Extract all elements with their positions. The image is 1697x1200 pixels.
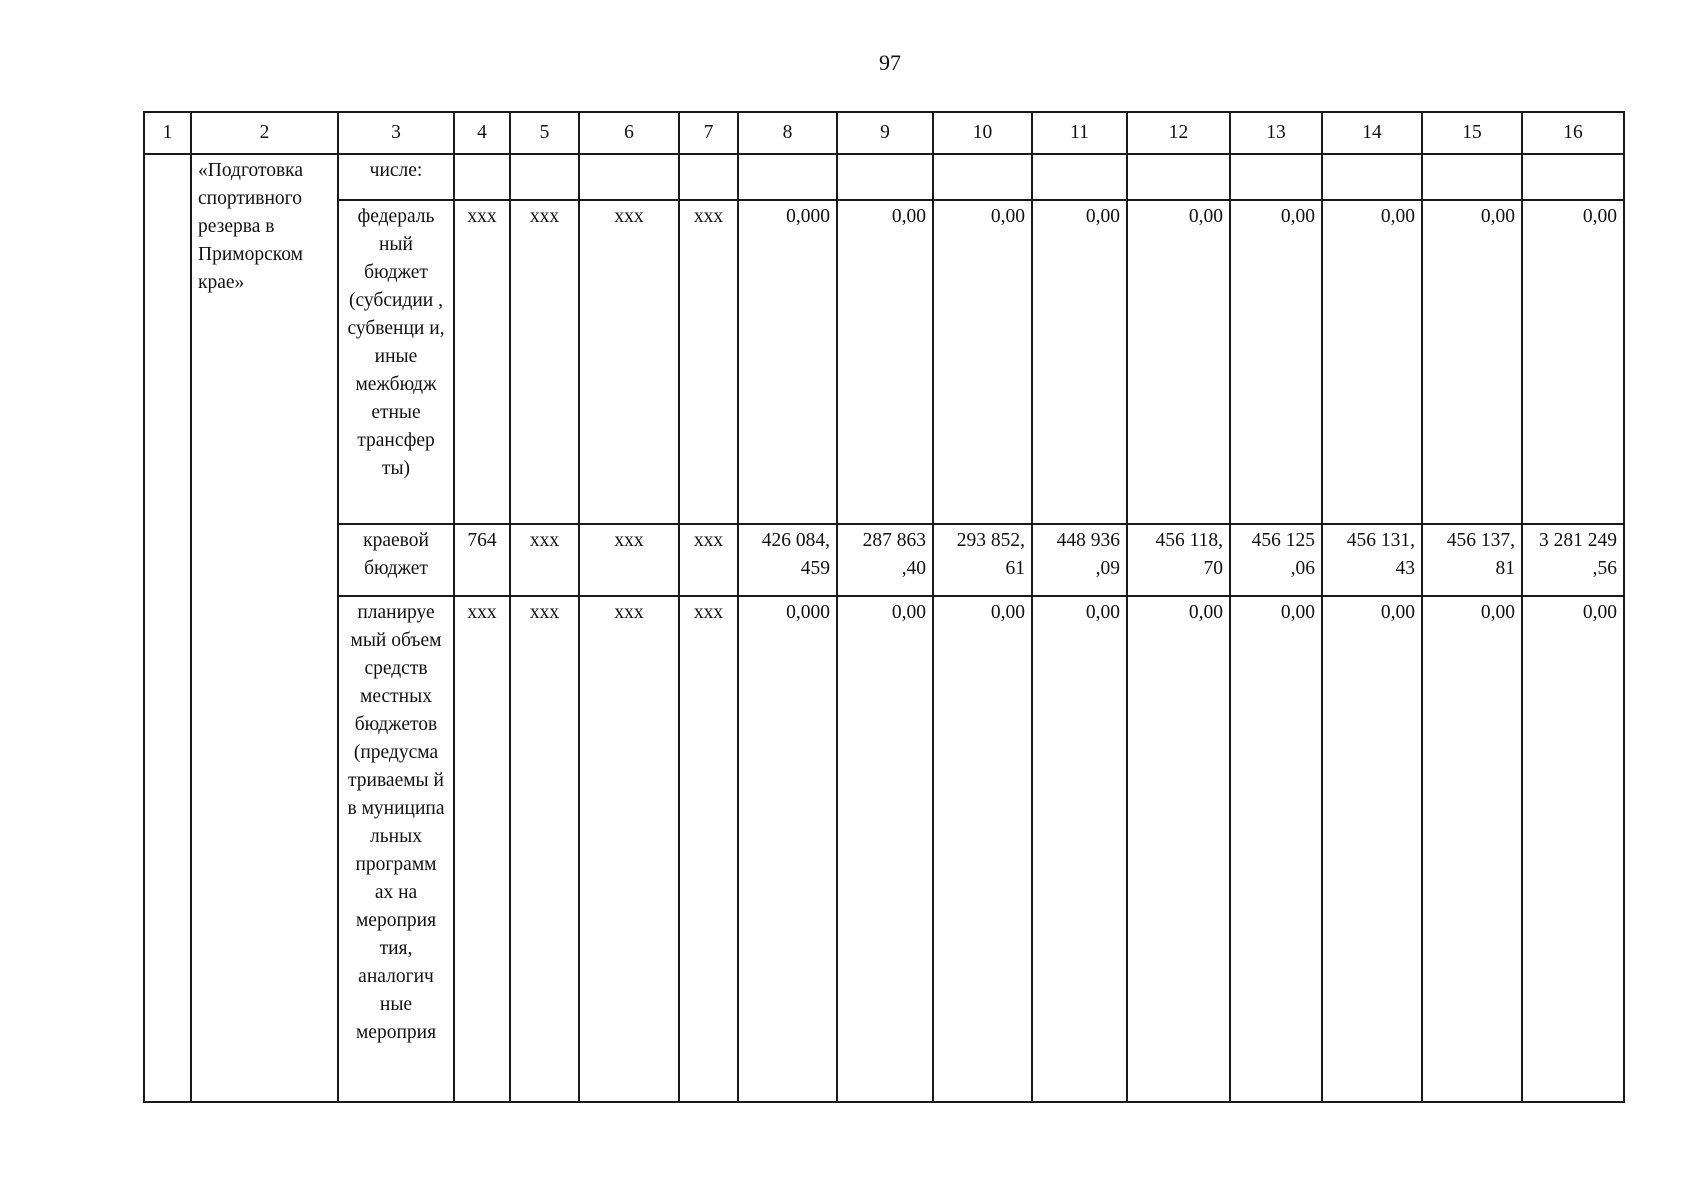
value-cell <box>837 154 933 200</box>
budget-table <box>143 111 1625 1103</box>
value-cell: xxx <box>454 200 510 524</box>
value-cell: xxx <box>679 200 738 524</box>
header-cell-12: 12 <box>1127 112 1230 154</box>
value-cell: 0,00 <box>1522 200 1624 524</box>
header-cell-3: 3 <box>338 112 454 154</box>
value-cell <box>510 154 579 200</box>
value-cell: 426 084, 459 <box>738 524 837 596</box>
value-cell: 456 137, 81 <box>1422 524 1522 596</box>
value-cell: xxx <box>510 524 579 596</box>
header-cell-5: 5 <box>510 112 579 154</box>
funding-source-cell: федераль ный бюджет (субсидии , субвенци и, иные межбюдж етные трансфер ты) <box>338 200 454 524</box>
header-cell-2: 2 <box>191 112 338 154</box>
value-cell: xxx <box>510 596 579 1102</box>
value-cell <box>1127 154 1230 200</box>
value-cell <box>454 154 510 200</box>
value-cell <box>1322 154 1422 200</box>
value-cell <box>579 154 679 200</box>
value-cell <box>1422 154 1522 200</box>
page-number: 97 <box>879 50 901 75</box>
value-cell: 456 131, 43 <box>1322 524 1422 596</box>
value-cell: xxx <box>579 596 679 1102</box>
value-cell: 0,00 <box>1422 200 1522 524</box>
funding-source-cell: краевой бюджет <box>338 524 454 596</box>
value-cell: 0,00 <box>1127 200 1230 524</box>
value-cell: 0,00 <box>1322 596 1422 1102</box>
value-cell <box>738 154 837 200</box>
value-cell: 0,00 <box>1422 596 1522 1102</box>
value-cell: 287 863 ,40 <box>837 524 933 596</box>
header-cell-9: 9 <box>837 112 933 154</box>
value-cell: 0,00 <box>1127 596 1230 1102</box>
table-row <box>144 200 1624 524</box>
header-cell-11: 11 <box>1032 112 1127 154</box>
value-cell: 448 936 ,09 <box>1032 524 1127 596</box>
value-cell: 0,00 <box>1322 200 1422 524</box>
header-cell-7: 7 <box>679 112 738 154</box>
value-cell: 456 118, 70 <box>1127 524 1230 596</box>
value-cell: 0,00 <box>837 200 933 524</box>
value-cell <box>933 154 1032 200</box>
value-cell <box>679 154 738 200</box>
value-cell: xxx <box>510 200 579 524</box>
funding-source-cell: планируе мый объем средств местных бюджетов (предусма триваемы й в муниципа льных программ ах на мероприя тия, аналогич ные мероприя <box>338 596 454 1102</box>
value-cell: 0,00 <box>1522 596 1624 1102</box>
header-cell-13: 13 <box>1230 112 1322 154</box>
funding-source-cell: числе: <box>338 154 454 200</box>
value-cell: 0,00 <box>1230 596 1322 1102</box>
header-cell-10: 10 <box>933 112 1032 154</box>
value-cell: 0,00 <box>1032 200 1127 524</box>
value-cell: xxx <box>679 596 738 1102</box>
table-header-row <box>144 112 1624 154</box>
header-cell-6: 6 <box>579 112 679 154</box>
header-cell-8: 8 <box>738 112 837 154</box>
row-number-cell <box>144 154 191 1102</box>
value-cell: 0,00 <box>1032 596 1127 1102</box>
header-cell-15: 15 <box>1422 112 1522 154</box>
value-cell: 0,00 <box>933 596 1032 1102</box>
value-cell <box>1230 154 1322 200</box>
value-cell: 0,00 <box>933 200 1032 524</box>
header-cell-14: 14 <box>1322 112 1422 154</box>
value-cell: 0,000 <box>738 596 837 1102</box>
value-cell: 0,00 <box>1230 200 1322 524</box>
value-cell: xxx <box>579 524 679 596</box>
value-cell: xxx <box>679 524 738 596</box>
program-name-cell: «Подготовка спортивного резерва в Приморском крае» <box>191 154 338 1102</box>
value-cell: 3 281 249 ,56 <box>1522 524 1624 596</box>
value-cell: 456 125 ,06 <box>1230 524 1322 596</box>
table-row <box>144 524 1624 596</box>
header-cell-16: 16 <box>1522 112 1624 154</box>
value-cell: 764 <box>454 524 510 596</box>
header-cell-1: 1 <box>144 112 191 154</box>
value-cell: xxx <box>454 596 510 1102</box>
table-row <box>144 596 1624 1102</box>
value-cell: 293 852, 61 <box>933 524 1032 596</box>
value-cell <box>1522 154 1624 200</box>
header-cell-4: 4 <box>454 112 510 154</box>
value-cell: 0,000 <box>738 200 837 524</box>
value-cell <box>1032 154 1127 200</box>
table-row <box>144 154 1624 200</box>
value-cell: xxx <box>579 200 679 524</box>
value-cell: 0,00 <box>837 596 933 1102</box>
